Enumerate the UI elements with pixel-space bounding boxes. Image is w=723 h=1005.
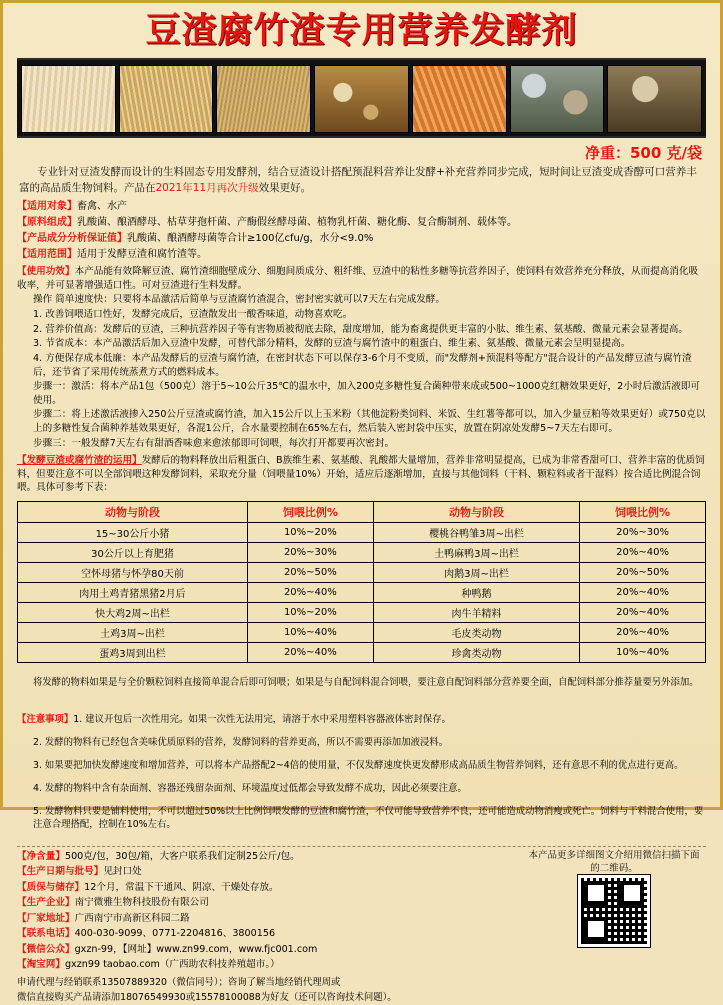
table-row: [18, 523, 706, 543]
photo-frame-fermented-pile: [216, 65, 311, 133]
spec-row: [17, 215, 706, 230]
precautions-item: 4. 发酵的物料中含有杂面剂、容器还残留杂面剂、环境温度过低都会导致发酵不成功，因此必须要注意。: [33, 782, 467, 794]
contact-line: 申请代理与经销联系13507889320（微信同号）；咨询了解当地经销代理周或: [17, 976, 341, 988]
table-cell: 20%~40%: [580, 603, 706, 623]
spec-row: [17, 199, 706, 214]
table-cell: 10%~20%: [247, 523, 373, 543]
table-cell: 20%~30%: [580, 523, 706, 543]
table-cell: 20%~50%: [580, 563, 706, 583]
footer-value: 12个月，常温下干通风、阴凉、干燥处存放。: [84, 881, 279, 893]
footer-row: [17, 880, 497, 896]
table-cell: 20%~40%: [580, 623, 706, 643]
footer-key: 【净含量】: [17, 850, 65, 862]
table-header-ratio-right: 饲喂比例%: [580, 502, 706, 523]
table-cell: 10%~20%: [247, 603, 373, 623]
table-cell: 10%~40%: [580, 643, 706, 663]
intro-highlight: 2021年11月再次升级: [155, 181, 259, 194]
step-two: 步骤二：将上述激活液掺入250公斤豆渣或腐竹渣，加入15公斤以上玉米粉（其他淀粉类饲料、米饭、生红薯等都可以，加入少量豆粕等效果更好）或750克以上的多糖性复合菌种养基效果更好，各混1公斤，合水量要控制在65%左右，然后装入密封袋中压实，放置在阴凉处发酵5~7天左右即可。: [33, 409, 706, 434]
spec-row: [17, 247, 706, 262]
table-cell: 10%~40%: [247, 623, 373, 643]
benefit-item: 3. 节省成本：本产品激活后加入豆渣中发酵，可替代部分精料，发酵的豆渣与腐竹渣中的粗蛋白、维生素、氨基酸、微量元素会呈明显提高。: [33, 338, 631, 350]
footer-value[interactable]: gxzn-99，【网址】www.zn99.com，www.fjc001.com: [74, 943, 318, 955]
precautions-item: 2. 发酵的物料有已经包含美味优质原料的营养，发酵饲料的营养更高，所以不需要再添加加液浸料。: [33, 736, 449, 748]
table-cell: 肉牛羊精料: [373, 603, 579, 623]
precautions-item: 5. 发酵物料只要是铺料使用，不可以超过50%以上比例饲喂发酵的豆渣和腐竹渣，不仅可能导致营养不良，还可能造成动物消瘦或死亡。饲料与干料混合使用，要注意合理搭配，控制在10%左右。: [33, 805, 704, 831]
table-cell: 种鸭鹅: [373, 583, 579, 603]
table-cell: 土鸭麻鸭3周~出栏: [373, 543, 579, 563]
intro-paragraph: [9, 165, 714, 197]
footer-row: [17, 911, 497, 927]
table-cell: 20%~30%: [247, 543, 373, 563]
spec-value: 畜禽、水产: [77, 201, 127, 213]
footer-key: 【生产企业】: [17, 897, 75, 909]
photo-frame-dried-dregs: [119, 65, 214, 133]
footer-row: [17, 849, 497, 865]
spec-value: 适用于发酵豆渣和腐竹渣等。: [77, 249, 207, 261]
table-cell: 20%~40%: [580, 583, 706, 603]
spec-value: 乳酸菌、酿酒酵母、枯草芽孢杆菌、产酶假丝酵母菌、植物乳杆菌、糖化酶、复合酶制剂、载体等。: [77, 217, 517, 229]
usage-block: [9, 263, 714, 452]
contact-lines: [9, 973, 714, 1005]
table-cell: 樱桃谷鸭雏3周~出栏: [373, 523, 579, 543]
footer-wrap: [9, 849, 714, 973]
net-weight-callout: 净重：500 克/袋: [584, 143, 702, 162]
spec-row: [17, 231, 706, 246]
fermented-usage-label: 【发酵豆渣或腐竹渣的运用】: [17, 455, 142, 467]
footer-value: 广西南宁市高新区科园二路: [74, 912, 190, 924]
table-cell: 肉用土鸡青猪黑猪2月后: [18, 583, 248, 603]
fermented-usage-text: 发酵后的物料释放出后粗蛋白、B族维生素、氨基酸、乳酸都大量增加，营养非常明显提高，已成为非常香甜可口、营养丰富的优质饲料，但要注意不可以全部饲喂这种发酵饲料，采取充分量（饲喂量10%）开始，适应后逐渐增加，直接与其他饲料（干料、颗粒料或者干湿料）按合适比例混合饲喂。具体可参考下表：: [17, 455, 705, 494]
spec-label: 【适用范围】: [17, 249, 77, 261]
footer-row: [17, 895, 497, 911]
spec-value: 乳酸菌、酿酒酵母菌等合计≥100亿cfu/g，水分<9.0%: [127, 233, 374, 245]
table-cell: 空怀母猪与怀孕80天前: [18, 563, 248, 583]
precautions-label: 【注意事项】: [17, 713, 74, 725]
footer-row: [17, 942, 497, 958]
footer-value: 南宁微雅生物科技股份有限公司: [74, 897, 209, 909]
dosage-table: [17, 501, 706, 663]
spec-list: [9, 196, 714, 262]
table-cell: 蛋鸡3周到出栏: [18, 643, 248, 663]
photo-filmstrip: [17, 58, 706, 138]
table-row: [18, 603, 706, 623]
benefit-item: 1. 改善饲喂适口性好，发酵完成后，豆渣散发出一酸香味道，动物喜欢吃。: [33, 309, 353, 321]
footer-key: 【质保与储存】: [17, 881, 85, 893]
page-title: 豆渣腐竹渣专用营养发酵剂: [145, 11, 578, 51]
table-header-ratio-left: 饲喂比例%: [247, 502, 373, 523]
table-header-animal-stage-left: 动物与阶段: [18, 502, 248, 523]
table-cell: 土鸡3周~出栏: [18, 623, 248, 643]
footer-key: 【生产日期与批号】: [17, 866, 104, 878]
qr-area: [524, 847, 704, 948]
precautions-item: 3. 如果要把加快发酵速度和增加营养，可以将本产品搭配2~4倍的使用量，不仅发酵速度快更发酵形成高品质生物营养饲料，还有意思不利的优点进行更高。: [33, 759, 684, 771]
table-row: [18, 543, 706, 563]
table-row: [18, 563, 706, 583]
table-cell: 肉鹅3周~出栏: [373, 563, 579, 583]
operation-title: 操作 简单速度快：只要将本品激活后简单与豆渣腐竹渣混合，密封密实就可以7天左右完成发酵。: [33, 294, 446, 306]
table-cell: 20%~40%: [247, 643, 373, 663]
table-cell: 30公斤以上育肥猪: [18, 543, 248, 563]
fermented-usage-block: [9, 452, 714, 497]
step-three: 步骤三：一般发酵7天左右有甜酒香味愈来愈浓郁即可饲喂，每次打开都要再次密封。: [33, 437, 395, 449]
step-one: 步骤一：激活：将本产品1包（500克）溶于5~10公斤35℃的温水中，加入200克多糖性复合菌种带来成或500~1000克红糖效果更好，2小时后激活液即可使用。: [33, 381, 700, 406]
footer-row: [17, 864, 497, 880]
table-header-animal-stage-right: 动物与阶段: [373, 502, 579, 523]
contact-line: 微信直接购买产品请添加18076549930或15578100088为好友（还可以咨询技术问题）。: [17, 991, 397, 1003]
table-cell: 珍禽类动物: [373, 643, 579, 663]
usage-label: 【使用功效】: [17, 266, 75, 278]
usage-text: 本产品能有效降解豆渣、腐竹渣细胞壁成分、细胞间质成分、粗纤维、豆渣中的粘性多糖等抗营养因子，使饲料有效营养充分释放，从而提高消化吸收率，并可显著增强适口性。可对豆渣进行生料发酵。: [17, 266, 699, 291]
table-cell: 快大鸡2周~出栏: [18, 603, 248, 623]
photo-frame-bean-dregs: [21, 65, 116, 133]
benefit-item: 2. 营养价值高：发酵后的豆渣，三种抗营养因子等有害物质被彻底去除，甜度增加，能为畜禽提供更丰富的小肽、维生素、氨基酸、微量元素会显著提高。: [33, 323, 688, 335]
footer-info: [17, 849, 497, 973]
benefit-item: 4. 方便保存成本低廉：本产品发酵后的豆渣与腐竹渣，在密封状态下可以保存3-6个月不变质，而"发酵剂+预混料等配方"混合设计的产品发酵豆渣与腐竹渣后，还节省了采用传统蒸煮方式的燃料成本。: [33, 352, 692, 378]
after-table-note: [9, 665, 714, 701]
table-cell: 20%~40%: [247, 583, 373, 603]
footer-key: 【联系电话】: [17, 928, 75, 940]
footer-value: 见封口处: [103, 866, 142, 878]
footer-row: [17, 957, 497, 973]
after-table-note-text: 将发酵的物料如果是与全价颗粒饲料直接简单混合后即可饲喂；如果是与自配饲料混合饲喂，要注意自配饲料部分营养要全面，自配饲料部分推荐量要另外添加。: [33, 677, 699, 689]
table-header-row: [18, 502, 706, 523]
footer-value[interactable]: gxzn99 taobao.com（广西助农科技养殖超市。）: [64, 959, 280, 971]
spec-label: 【原料组成】: [17, 217, 77, 229]
table-row: [18, 643, 706, 663]
photo-frame-yellow-dregs: [412, 65, 507, 133]
photo-frame-feeding: [607, 65, 702, 133]
table-row: [18, 583, 706, 603]
footer-key: 【厂家地址】: [17, 912, 75, 924]
photo-frame-livestock: [510, 65, 605, 133]
precautions-block: [9, 701, 714, 843]
table-cell: 20%~40%: [580, 543, 706, 563]
intro-text-2: 效果更好。: [258, 181, 312, 194]
precautions-item: 1. 建议开包后一次性用完。如果一次性无法用完，请溶于水中采用塑料容器液体密封保存。: [73, 713, 451, 725]
footer-value: 400-030-9099、0771-2204816、3800156: [74, 928, 276, 940]
footer-key: 【微信公众】: [17, 943, 75, 955]
photo-frame-mixing: [314, 65, 409, 133]
table-cell: 20%~50%: [247, 563, 373, 583]
spec-label: 【产品成分分析保证值】: [17, 233, 127, 245]
intro-text-1: 专业针对豆渣发酵而设计的生料固态专用发酵剂，结合豆渣设计搭配预混料营养让发酵+补充营养同步完成，短时间让豆渣变成香醇可口营养丰富的高品质生物饲料。产品在: [19, 165, 697, 194]
footer-key: 【淘宝网】: [17, 959, 65, 971]
table-cell: 15~30公斤小猪: [18, 523, 248, 543]
footer-row: [17, 926, 497, 942]
table-row: [18, 623, 706, 643]
qr-note: 本产品更多详细图文介绍用微信扫描下面的二维码。: [528, 849, 700, 874]
title-band: [9, 7, 714, 54]
spec-label: 【适用对象】: [17, 201, 77, 213]
footer-value: 500克/包，30包/箱，大客户联系我们定制25公斤/包。: [64, 850, 300, 862]
qr-code-icon[interactable]: [578, 875, 650, 947]
table-cell: 毛皮类动物: [373, 623, 579, 643]
